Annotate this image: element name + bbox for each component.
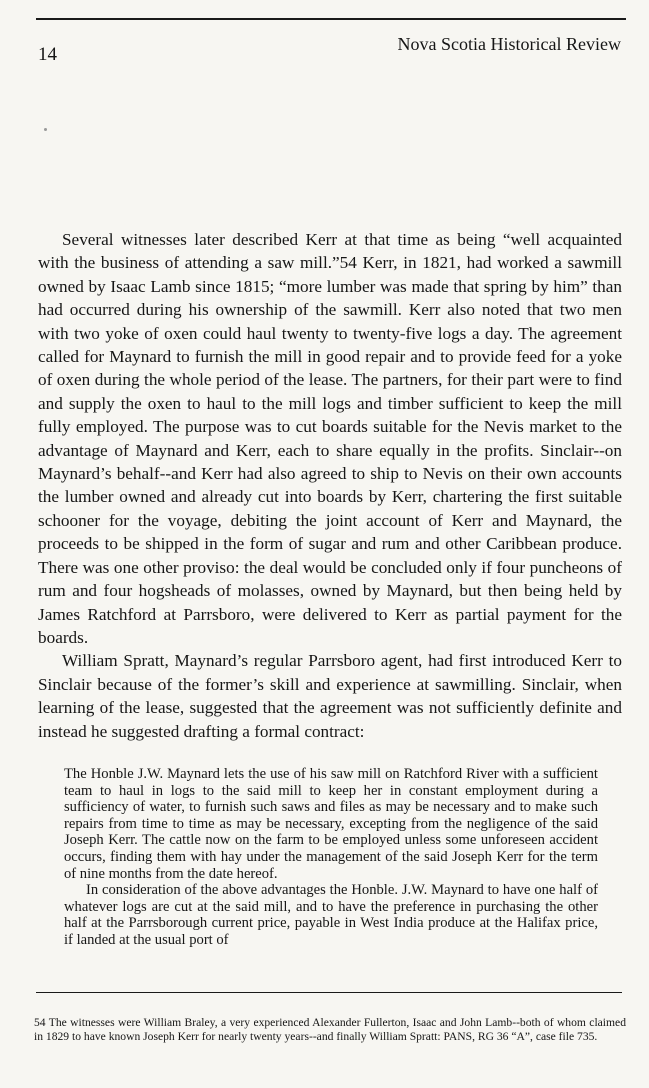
body-text [38,228,622,743]
body-paragraph: William Spratt, Maynard’s regular Parrsboro agent, had first introduced Kerr to Sinclair because of the former’s skill and experience at sawmilling. Sinclair, when learning of the lease, suggested that the agreement was not sufficiently definite and instead he suggested drafting a formal contract: [38,651,622,741]
quote-paragraph: In consideration of the above advantages the Honble. J.W. Maynard to have one half of whatever logs are cut at the said mill, and to have the preference in purchasing the other half at the Parrsborough current price, payable in West India produce at the Halifax price, if landed at the usual port of [64,882,598,948]
footnote-rule [36,992,622,993]
scan-speck [44,128,47,131]
page-number: 14 [38,44,57,65]
top-rule [36,18,626,20]
footnote: 54 The witnesses were William Braley, a very experienced Alexander Fullerton, Isaac and John Lamb--both of whom claimed in 1829 to have known Joseph Kerr for nearly twenty years--and finally William Spratt: PANS, RG 36 “A”, case file 735. [34,1016,626,1044]
body-paragraph: Several witnesses later described Kerr at that time as being “well acquainted with the business of attending a saw mill.”54 Kerr, in 1821, had worked a sawmill owned by Isaac Lamb since 1815; “more lumber was made that spring by him” than had occurred during his ownership of the sawmill. Kerr also noted that two men with two yoke of oxen could haul twenty to twenty-five logs a day. The agreement called for Maynard to furnish the mill in good repair and to provide feed for a yoke of oxen during the whole period of the lease. The partners, for their part were to find and supply the oxen to haul to the mill logs and timber sufficient to keep the mill fully employed. The purpose was to cut boards suitable for the Nevis market to the advantage of Maynard and Kerr, each to share equally in the profits. Sinclair--on Maynard’s behalf--and Kerr had also agreed to ship to Nevis on their own accounts the lumber owned and already cut into boards by Kerr, chartering the first suitable schooner for the voyage, debiting the joint account of Kerr and Maynard, the proceeds to be shipped in the form of sugar and rum and other Caribbean produce. There was one other proviso: the deal would be concluded only if four puncheons of rum and four hogsheads of molasses, owned by Maynard, but then being held by James Ratchford at Parrsboro, were delivered to Kerr as partial payment for the boards. [38,230,622,647]
running-head: Nova Scotia Historical Review [397,34,621,54]
quote-paragraph: The Honble J.W. Maynard lets the use of his saw mill on Ratchford River with a sufficient team to haul in logs to the said mill to keep her in constant employment during a sufficiency of water, to furnish such saws and files as may be necessary and to make such repairs from time to time as may be necessary, excepting from the negligence of the said Joseph Kerr. The cattle now on the farm to be employed unless some unforeseen accident occurs, finding them with hay under the management of the said Joseph Kerr for the term of nine months from the date hereof. [64,766,598,882]
block-quote [64,766,598,949]
